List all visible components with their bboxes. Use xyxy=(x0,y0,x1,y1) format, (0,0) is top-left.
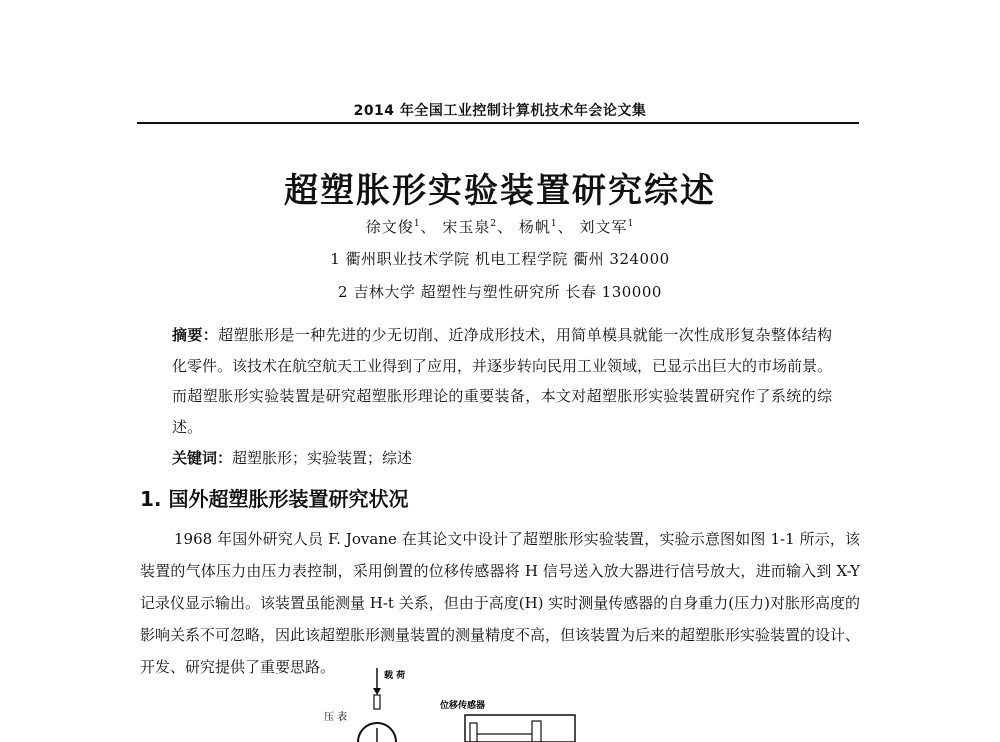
section-body xyxy=(140,523,860,683)
author-name: 宋玉泉 xyxy=(442,218,491,236)
load-arrowhead xyxy=(373,688,381,695)
gauge-label: 压 表 xyxy=(324,712,348,723)
affiliation-2: 2 吉林大学 超塑性与塑性研究所 长春 130000 xyxy=(338,283,662,301)
author-separator: 、 xyxy=(557,218,574,236)
author-affiliation-mark: 1 xyxy=(550,219,558,229)
author-name: 徐文俊 xyxy=(365,218,414,236)
keywords-text: 超塑胀形；实验装置；综述 xyxy=(232,449,413,467)
author-affiliation-mark: 1 xyxy=(413,219,421,229)
paper-title: 超塑胀形实验装置研究综述 xyxy=(284,171,716,211)
sensor-body xyxy=(465,715,575,742)
abstract xyxy=(172,320,832,442)
keywords-label: 关键词： xyxy=(172,449,233,467)
figure-1-1-diagram xyxy=(300,668,620,742)
section-heading: 1. 国外超塑胀形装置研究状况 xyxy=(140,487,409,511)
abstract-label: 摘要： xyxy=(172,326,219,344)
sensor-right-post xyxy=(532,721,541,742)
author-name: 刘文军 xyxy=(579,218,628,236)
body-paragraph: 1968 年国外研究人员 F. Jovane 在其论文中设计了超塑胀形实验装置，实验示意图如图 1-1 所示，该装置的气体压力由压力表控制，采用倒置的位移传感器将 H 信号送入放大器进行信号放大，进而输入到 X-Y 记录仪显示输出。该装置虽能测量 H-t 关系，但由于高度(H) 实时测量传感器的自身重力(压力)对胀形高度的影响关系不可忽略，因此该超塑胀形测量装置的测量精度不高，但该装置为后来的超塑胀形实验装置的设计、开发、研究提供了重要思路。 xyxy=(140,530,861,676)
header-rule xyxy=(137,122,859,124)
author-list xyxy=(0,216,1000,237)
author-affiliation-mark: 1 xyxy=(627,219,635,229)
keywords xyxy=(172,447,412,468)
gauge-stem xyxy=(374,695,380,709)
sensor-label: 位移传感器 xyxy=(440,701,486,711)
author-separator: 、 xyxy=(497,218,514,236)
abstract-text: 超塑胀形是一种先进的少无切削、近净成形技术，用简单模具就能一次性成形复杂整体结构化零件。该技术在航空航天工业得到了应用，并逐步转向民用工业领域，已显示出巨大的市场前景。而超塑胀形实验装置是研究超塑胀形理论的重要装备，本文对超塑胀形实验装置研究作了系统的综述。 xyxy=(172,326,833,436)
author-name: 杨帆 xyxy=(518,218,551,236)
sensor-left-post xyxy=(470,723,477,742)
proceedings-header: 2014 年全国工业控制计算机技术年会论文集 xyxy=(353,103,647,119)
load-label: 载 荷 xyxy=(384,671,406,681)
affiliation-1: 1 衢州职业技术学院 机电工程学院 衢州 324000 xyxy=(330,250,670,268)
author-separator: 、 xyxy=(420,218,437,236)
author-affiliation-mark: 2 xyxy=(490,219,498,229)
